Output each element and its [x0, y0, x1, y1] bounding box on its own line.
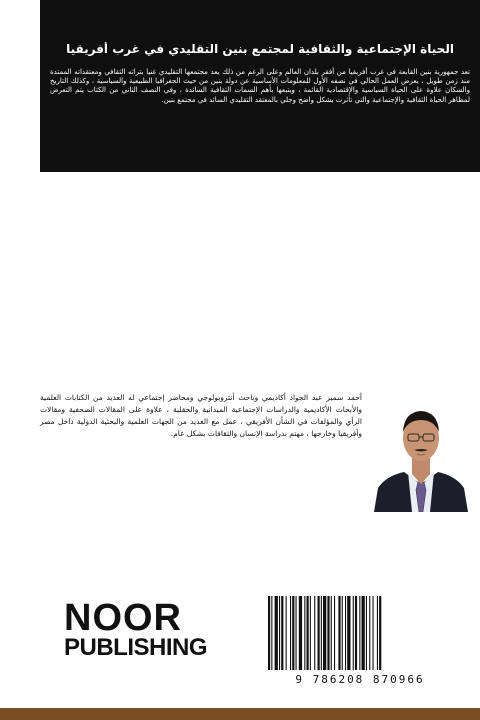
publisher-logo-line1: NOOR [64, 597, 182, 639]
bottom-color-strip [0, 708, 480, 720]
book-title: الحياة الإجتماعية والثقافية لمجتمع بنين التقليدي في غرب أفريقيا [66, 42, 454, 56]
author-bio: أحمد سمير عبد الجواد أكاديمي وباحث أنثروبولوجي ومحاضر إجتماعي له العديد من الكتابات العلمية والأبحاث الأكاديمية والدراسات الإجتماعية الميدانية والحقلية ، علاوة على المقالات الصحفية ومقالات الرأي والمؤلفات في الشأن الأفريقي ، عمل مع العديد من الجهات العلمية والبحثية الدولية داخل مصر وأفريقيا وخارجها ، مهتم بدراسة الإنسان والثقافات بشكل عام. [40, 393, 362, 438]
barcode-digits: 9 786208 870966 [295, 673, 425, 686]
barcode-bars-icon [262, 596, 458, 672]
author-section [40, 392, 480, 512]
book-summary: تعد جمهورية بنين القابعة في غرب أفريقيا من أفقر بلدان العالم وعلى الرغم من ذلك يعد مجتمعها التقليدي غنيا بتراثه الثقافي ومعتقداته الممتدة منذ زمن طويل ، يعرض العمل الحالي في نصفه الأول للمعلومات الأساسية عن دولة بنين من حيث الجغرافيا الطبيعية والسياسية ، وكذلك التاريخ والسكان علاوة على الحياة السياسية والإقتصادية القائمة ، ويتبعها بأهم السمات الثقافية السائدة ، وفي النصف الثاني من الكتاب يتم التعرض لمظاهر الحياة الثقافية والإجتماعية والتي تأثرت بشكل واضح وجلي بالمعتقد التقليدي السائد في مجتمع بنين. [50, 68, 470, 104]
back-cover-synopsis-panel [40, 0, 480, 172]
isbn-barcode [262, 596, 458, 686]
publisher-logo [64, 597, 208, 661]
author-photo [368, 392, 474, 512]
author-portrait-icon [368, 392, 474, 512]
publisher-logo-line2: PUBLISHING [64, 634, 208, 661]
